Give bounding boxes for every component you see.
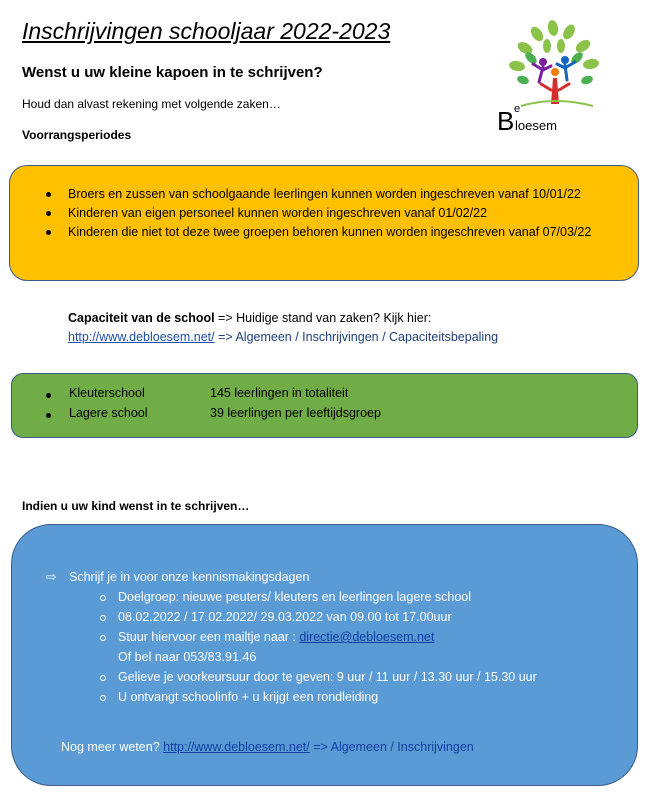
subtitle: Wenst u uw kleine kapoen in te schrijven? bbox=[22, 64, 323, 81]
capacity-text: => Huidige stand van zaken? Kijk hier: bbox=[214, 311, 432, 325]
enroll-heading: Indien u uw kind wenst in te schrijven… bbox=[22, 499, 250, 513]
list-item: Gelieve je voorkeursuur door te geven: 9 uur / 11 uur / 13.30 uur / 15.30 uur bbox=[118, 667, 618, 687]
info-main-item: Schrijf je in voor onze kennismakingsdagen bbox=[69, 570, 310, 584]
list-item: Broers en zussen van schoolgaande leerlingen kunnen worden ingeschreven vanaf 10/01/22 bbox=[68, 185, 628, 204]
bullet-icon bbox=[46, 393, 51, 398]
priority-list bbox=[68, 185, 628, 242]
capacity-box bbox=[11, 373, 638, 438]
info-box bbox=[11, 524, 638, 786]
capacity-row-value: 145 leerlingen in totaliteit bbox=[210, 386, 349, 400]
more-prefix: Nog meer weten? bbox=[61, 740, 164, 754]
bullet-icon bbox=[46, 413, 51, 418]
circle-bullet-icon bbox=[100, 675, 106, 681]
bullet-icon bbox=[46, 192, 51, 197]
tree-logo-icon bbox=[495, 18, 615, 140]
school-logo bbox=[495, 18, 615, 140]
intro-text: Houd dan alvast rekening met volgende zaken… bbox=[22, 97, 281, 111]
capacity-info bbox=[68, 309, 498, 347]
list-item: 08.02.2022 / 17.02.2022/ 29.03.2022 van 09.00 tot 17.00uur bbox=[118, 607, 618, 627]
list-item: U ontvangt schoolinfo + u krijgt een rondleiding bbox=[118, 687, 618, 707]
logo-name: loesem bbox=[515, 118, 557, 133]
circle-bullet-icon bbox=[100, 615, 106, 621]
capacity-link[interactable]: http://www.debloesem.net/ bbox=[68, 330, 215, 344]
list-item: Kinderen die niet tot deze twee groepen behoren kunnen worden ingeschreven vanaf 07/03/22 bbox=[68, 223, 628, 242]
bullet-icon bbox=[46, 230, 51, 235]
bullet-icon bbox=[46, 211, 51, 216]
more-info bbox=[61, 737, 474, 757]
capacity-path: => Algemeen / Inschrijvingen / Capaciteitsbepaling bbox=[214, 330, 499, 344]
circle-bullet-icon bbox=[100, 695, 106, 701]
page-title: Inschrijvingen schooljaar 2022-2023 bbox=[22, 18, 391, 44]
capacity-row-label: Kleuterschool bbox=[69, 386, 145, 400]
email-link[interactable]: directie@debloesem.net bbox=[299, 630, 435, 644]
list-item: Doelgroep: nieuwe peuters/ kleuters en leerlingen lagere school bbox=[118, 587, 618, 607]
circle-bullet-icon bbox=[100, 635, 106, 641]
logo-letter: B bbox=[497, 106, 515, 136]
logo-small-letter: e bbox=[514, 103, 521, 115]
phone-line: Of bel naar 053/83.91.46 bbox=[118, 650, 257, 664]
priority-box bbox=[9, 165, 639, 281]
capacity-row-label: Lagere school bbox=[69, 406, 148, 420]
arrow-icon: ⇨ bbox=[46, 570, 57, 584]
circle-bullet-icon bbox=[100, 595, 106, 601]
info-sub-list bbox=[118, 587, 618, 707]
more-path: => Algemeen / Inschrijvingen bbox=[309, 740, 474, 754]
capacity-row-value: 39 leerlingen per leeftijdsgroep bbox=[210, 406, 381, 420]
capacity-label: Capaciteit van de school bbox=[68, 311, 215, 325]
list-item: Stuur hiervoor een mailtje naar : directie@debloesem.net bbox=[118, 627, 618, 647]
priority-heading: Voorrangsperiodes bbox=[22, 128, 132, 142]
list-item: Kinderen van eigen personeel kunnen worden ingeschreven vanaf 01/02/22 bbox=[68, 204, 628, 223]
more-link[interactable]: http://www.debloesem.net/ bbox=[163, 740, 310, 754]
